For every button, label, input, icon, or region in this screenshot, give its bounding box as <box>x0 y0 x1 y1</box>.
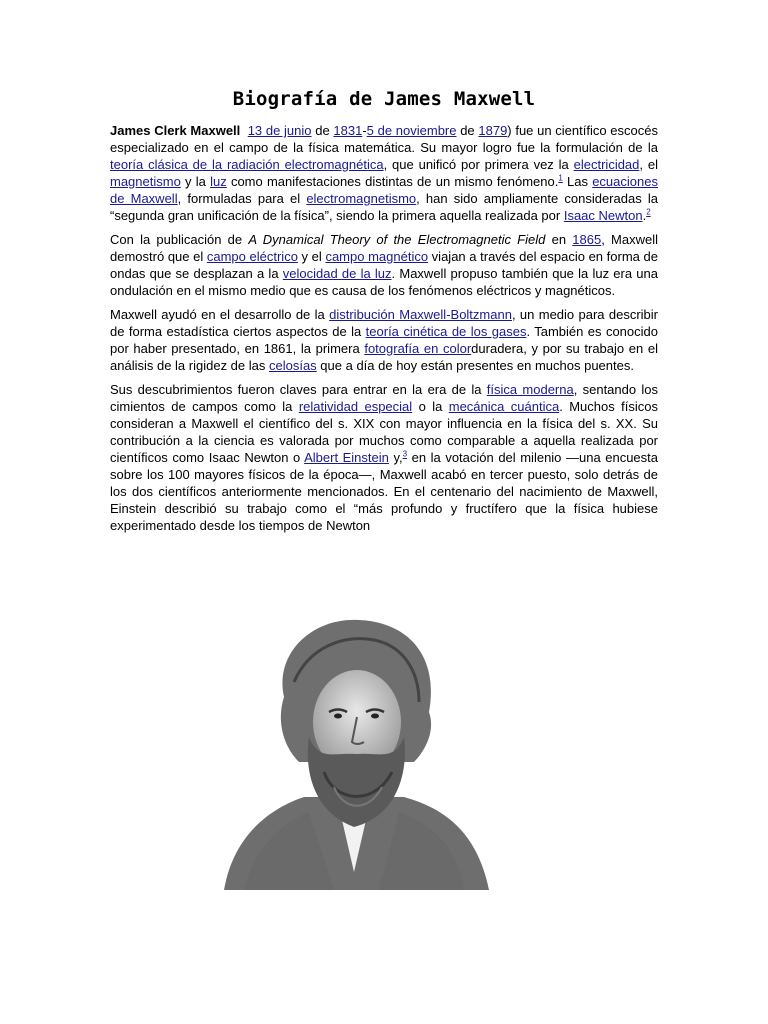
footnote-ref-3[interactable]: 3 <box>402 449 408 459</box>
paragraph-legacy: Sus descubrimientos fueron claves para entrar en la era de la física moderna, sentando los cimientos de campos como la relatividad especial o la mecánica cuántica. Muchos físicos consideran a Maxwell el científico del s. XIX con mayor influencia en la física del s. XX. Su contribución a la ciencia es valorada por muchos como comparable a aquella realizada por científicos como Isaac Newton o Albert Einstein y,$^3$ en la votación del milenio —una encuesta sobre los 100 mayores físicos de la época—, Maxwell acabó en tercer puesto, solo detrás de los dos científicos anteriormente mencionados. En el centenario del nacimiento de Maxwell, Einstein describió su trabajo como el “más profundo y fructífero que la física hubiese experimentado desde los tiempos de Newton <box>110 382 659 533</box>
link-death-day[interactable]: 5 de noviembre <box>366 123 457 138</box>
link-maxwell-equations[interactable]: ecuaciones de Maxwell <box>110 174 658 206</box>
link-isaac-newton[interactable]: Isaac Newton <box>563 208 643 223</box>
link-speed-of-light[interactable]: velocidad de la luz <box>282 266 392 281</box>
link-light[interactable]: luz <box>210 174 227 189</box>
footnote-ref-1[interactable]: 1 <box>558 173 563 183</box>
subject-name: James Clerk Maxwell <box>110 123 241 138</box>
link-magnetism[interactable]: magnetismo <box>110 174 181 189</box>
link-electromagnetism[interactable]: electromagnetismo <box>306 191 417 206</box>
link-albert-einstein[interactable]: Albert Einstein <box>304 450 389 465</box>
link-magnetic-field[interactable]: campo magnético <box>325 249 429 264</box>
footnote-ref-2[interactable]: 2 <box>646 207 651 217</box>
link-color-photography[interactable]: fotografía en color <box>364 341 472 356</box>
link-modern-physics[interactable]: física moderna <box>486 382 574 397</box>
document-body <box>110 88 658 541</box>
link-electric-field[interactable]: campo eléctrico <box>206 249 298 264</box>
book-title: A Dynamical Theory of the Electromagnetic Field <box>248 232 546 247</box>
link-birth-year[interactable]: 1831 <box>333 123 363 138</box>
link-lattices[interactable]: celosías <box>268 358 317 373</box>
maxwell-portrait-image <box>214 612 496 890</box>
paragraph-intro: James Clerk Maxwell 13 de junio de 1831-5 de noviembre de 1879) fue un científico escocés especializado en el campo de la física matemática. Su mayor logro fue la formulación de la teoría clásica de la radiación electromagnética, que unificó por primera vez la electricidad, el magnetismo y la luz como manifestaciones distintas de un mismo fenómeno.$^1$ Las ecuaciones de Maxwell, formuladas para el electromagnetismo, han sido ampliamente consideradas la “segunda gran unificación de la física”, siendo la primera aquella realizada por Isaac Newton.$^2$ <box>110 123 658 223</box>
link-electricity[interactable]: electricidad <box>573 157 640 172</box>
paragraph-electromagnetic: Con la publicación de A Dynamical Theory of the Electromagnetic Field en 1865, Maxwell demostró que el campo eléctrico y el campo magnético viajan a través del espacio en forma de ondas que se desplazan a la velocidad de la luz. Maxwell propuso también que la luz era una ondulación en el mismo medio que es causa de los fenómenos eléctricos y magnéticos. <box>110 232 658 298</box>
paragraph-statistics: Maxwell ayudó en el desarrollo de la distribución Maxwell-Boltzmann, un medio para describir de forma estadística ciertos aspectos de la teoría cinética de los gases. También es conocido por haber presentado, en 1861, la primera fotografía en colorduradera, y por su trabajo en el análisis de la rigidez de las celosías que a día de hoy están presentes en muchos puentes. <box>110 307 659 373</box>
link-kinetic-theory[interactable]: teoría cinética de los gases <box>365 324 527 339</box>
link-classical-theory[interactable]: teoría clásica de la radiación electromagnética <box>110 157 384 172</box>
link-quantum-mechanics[interactable]: mecánica cuántica <box>448 399 560 414</box>
link-birth-day[interactable]: 13 de junio <box>247 123 312 138</box>
page-title: Biografía de James Maxwell <box>232 88 536 110</box>
link-special-relativity[interactable]: relatividad especial <box>298 399 413 414</box>
link-maxwell-boltzmann[interactable]: distribución Maxwell-Boltzmann <box>329 307 512 322</box>
link-death-year[interactable]: 1879 <box>478 123 508 138</box>
link-year-1865[interactable]: 1865 <box>572 232 602 247</box>
